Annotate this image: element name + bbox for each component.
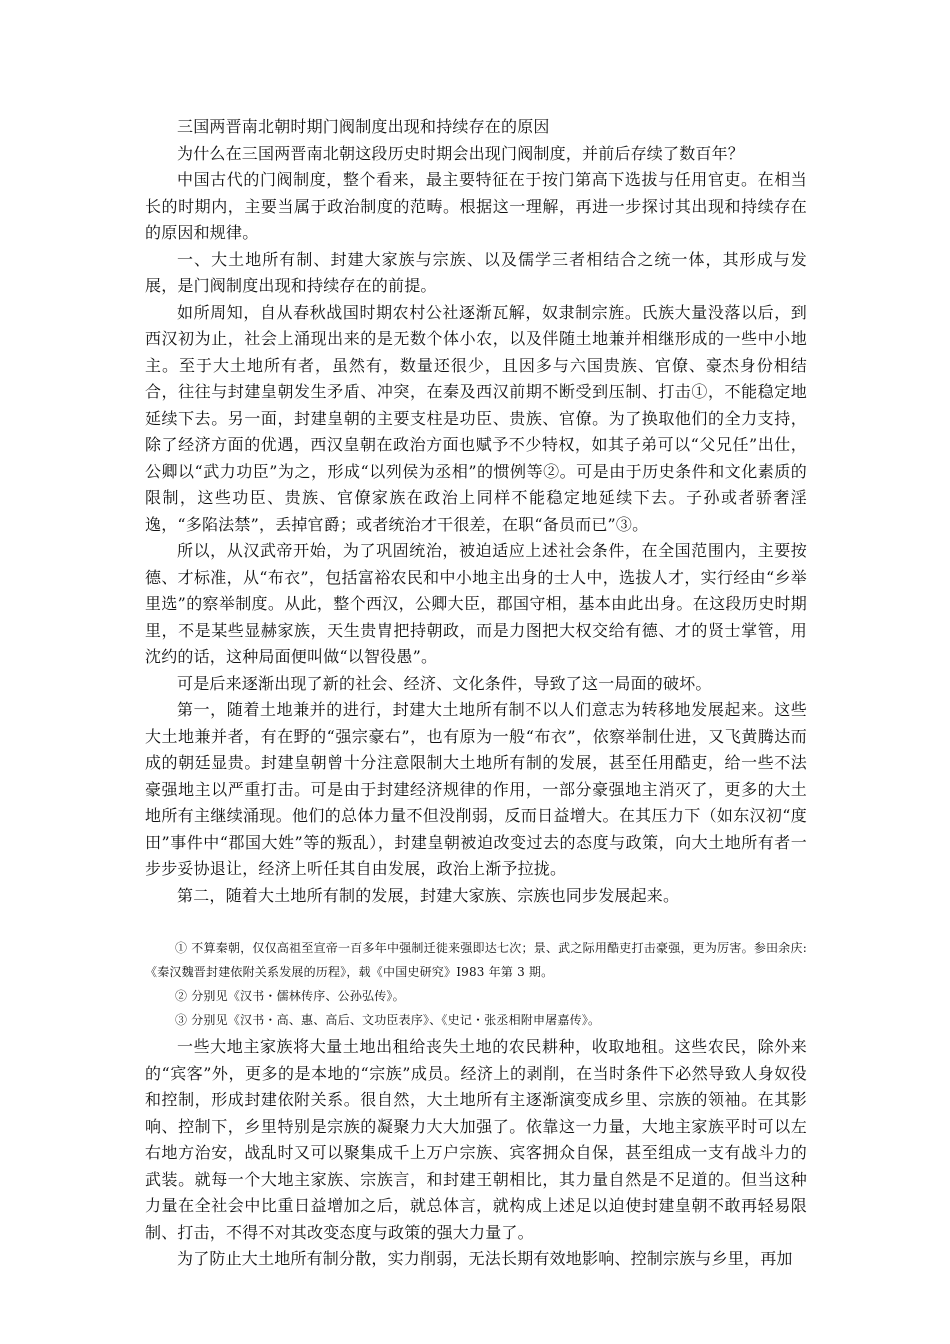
- document-page: [145, 114, 807, 1273]
- document-title: 三国两晋南北朝时期门阀制度出现和持续存在的原因: [177, 117, 550, 136]
- paragraph: 第一，随着土地兼并的进行，封建大土地所有制不以人们意志为转移地发展起来。这些大土地兼并者，有在野的“强宗豪右”，也有原为一般“布衣”，依察举制仕进，又飞黄腾达而成的朝廷显贵。封建皇朝曾十分注意限制大土地所有制的发展，甚至任用酷吏，给一些不法豪强地主以严重打击。可是由于封建经济规律的作用，一部分豪强地主消灭了，更多的大土地所有主继续涌现。他们的总体力量不但没削弱，反而日益增大。在其压力下（如东汉初“度田”事件中“郡国大姓”等的叛乱），封建皇朝被迫改变过去的态度与政策，向大土地所有者一步步妥协退让，经济上听任其自由发展，政治上渐予拉拢。: [145, 700, 807, 878]
- paragraph: 可是后来逐渐出现了新的社会、经济、文化条件，导致了这一局面的破坏。: [177, 673, 712, 693]
- continuation-text: [145, 1034, 807, 1273]
- paragraph: 所以，从汉武帝开始，为了巩固统治，被迫适应上述社会条件，在全国范围内，主要按德、才标准，从“布衣”，包括富裕农民和中小地主出身的士人中，选拔人才，实行经由“乡举里选”的察举制度。从此，整个西汉，公卿大臣，郡国守相，基本由此出身。在这段历史时期里，不是某些显赫家族，天生贵胄把持朝政，而是力图把大权交给有德、才的贤士掌管，用沈约的话，这种局面便叫做“以智役愚”。: [145, 541, 807, 666]
- paragraph: 一些大地主家族将大量土地出租给丧失土地的农民耕种，收取地租。这些农民，除外来的“宾客”外，更多的是本地的“宗族”成员。经济上的剥削，在当时条件下必然导致人身奴役和控制，形成封建依附关系。很自然，大土地所有主逐渐演变成乡里、宗族的领袖。在其影响、控制下，乡里特别是宗族的凝聚力大大加强了。依靠这一力量，大地主家族平时可以左右地方治安，战乱时又可以聚集成千上万户宗族、宾客拥众自保，甚至组成一支有战斗力的武装。就每一个大地主家族、宗族言，和封建王朝相比，其力量自然是不足道的。但当这种力量在全社会中比重日益增加之后，就总体言，就构成上述足以迫使封建皇朝不敢再轻易限制、打击，不得不对其改变态度与政策的强大力量了。: [145, 1037, 807, 1242]
- footnote-2: ② 分别见《汉书・儒林传序、公孙弘传》。: [175, 989, 405, 1003]
- paragraph: 如所周知，自从春秋战国时期农村公社逐渐瓦解，奴隶制宗旌。氏族大量没落以后，到西汉初为止，社会上涌现出来的是无数个体小农，以及伴随土地兼并相继形成的一些中小地主。至于大土地所有者，虽然有，数量还很少，且因多与六国贵族、官僚、豪杰身份相结合，往往与封建皇朝发生矛盾、冲突，在秦及西汉前期不断受到压制、打击①，不能稳定地延续下去。另一面，封建皇朝的主要支柱是功臣、贵族、官僚。为了换取他们的全力支持，除了经济方面的优遇，西汉皇朝在政治方面也赋予不少特权，如其子弟可以“父兄任”出仕，公卿以“武力功臣”为之，形成“以列侯为丞相”的惯例等②。可是由于历史条件和文化素质的限制，这些功臣、贵族、官僚家族在政治上同样不能稳定地延续下去。子孙或者骄奢淫逸，“多陷法禁”，丢掉官爵；或者统治才干很差，在职“备员而已”③。: [145, 302, 807, 534]
- footnote-3: ③ 分别见《汉书・高、惠、高后、文功臣表序》、《史记・张丞相附申屠嘉传》。: [175, 1013, 601, 1027]
- paragraph: 第二，随着大土地所有制的发展，封建大家族、宗族也同步发展起来。: [177, 885, 680, 905]
- footnotes: [145, 936, 807, 1032]
- paragraph: 一、大土地所有制、封建大家族与宗族、以及儒学三者相结合之统一体，其形成与发展，是门阀制度出现和持续存在的前提。: [145, 249, 807, 295]
- paragraph: 为什么在三国两晋南北朝这段历史时期会出现门阀制度，并前后存续了数百年？: [177, 143, 745, 163]
- paragraph: 中国古代的门阀制度，整个看来，最主要特征在于按门第高下选拔与任用官吏。在相当长的时期内，主要当属于政治制度的范畴。根据这一理解，再进一步探讨其出现和持续存在的原因和规律。: [145, 170, 807, 242]
- paragraph: 为了防止大土地所有制分散，实力削弱，无法长期有效地影响、控制宗族与乡里，再加: [177, 1249, 793, 1268]
- footnote-1: ① 不算秦朝，仅仅高祖至宣帝一百多年中强制迁徙来强即达七次；景、武之际用酷吏打击豪强，更为厉害。参田余庆:《秦汉魏晋封建依附关系发展的历程》，载《中国史研究》I983 年第 3 期。: [145, 941, 807, 979]
